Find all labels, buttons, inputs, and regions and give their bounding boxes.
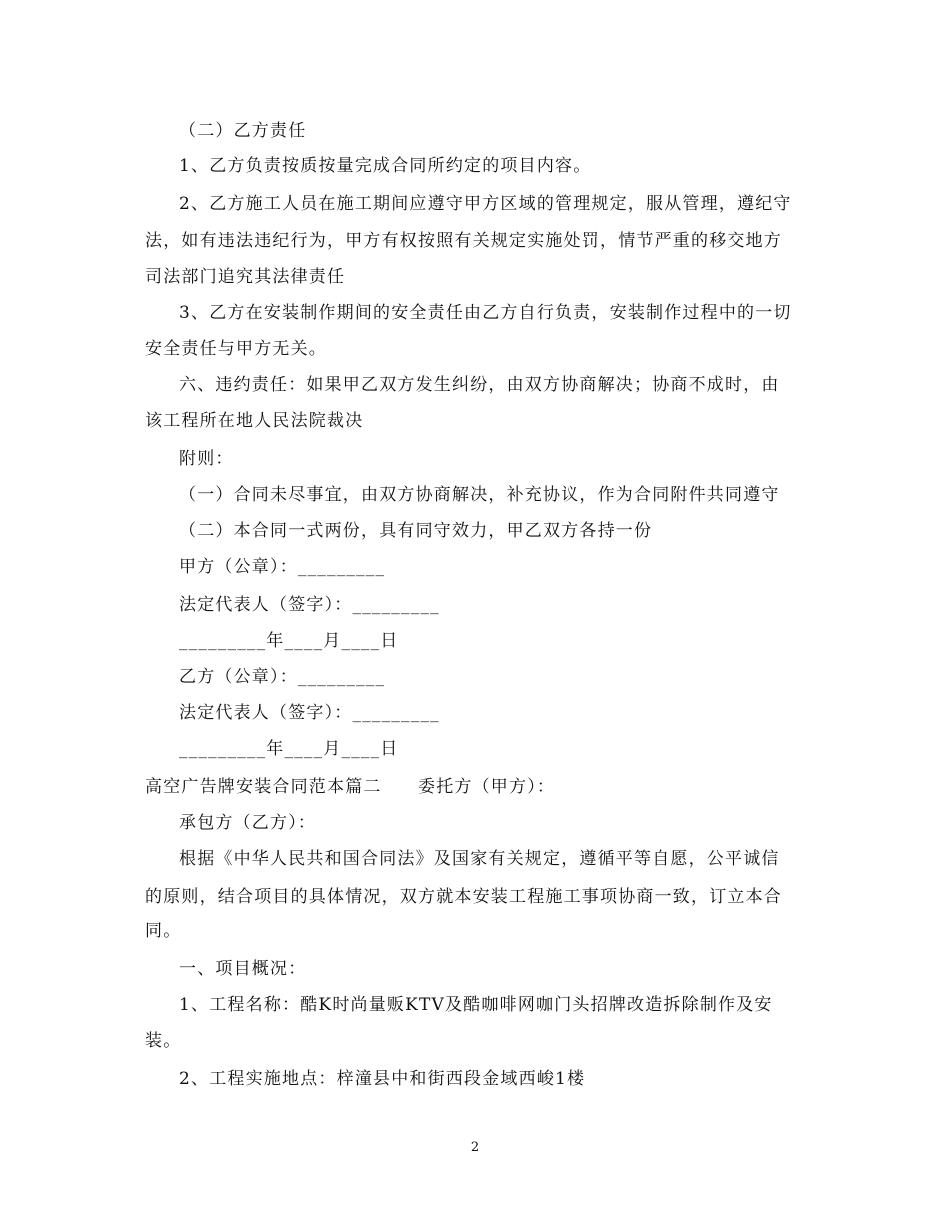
paragraph-line: 法，如有违法违纪行为，甲方有权按照有关规定实施处罚，情节严重的移交地方 <box>145 231 782 251</box>
paragraph-line: 六、违约责任：如果甲乙双方发生纠纷，由双方协商解决；协商不成时，由 <box>179 375 780 395</box>
section-heading: 一、项目概况： <box>179 959 307 979</box>
signature-line: 法定代表人（签字）：_________ <box>179 595 440 615</box>
paragraph-line: （一）合同未尽事宜，由双方协商解决，补充协议，作为合同附件共同遵守 <box>179 485 780 505</box>
signature-line: 乙方（公章）：_________ <box>179 667 386 687</box>
paragraph-line: 同。 <box>145 921 182 941</box>
paragraph-line: 装。 <box>145 1031 182 1051</box>
date-line: _________年____月____日 <box>179 739 399 759</box>
section-title: 高空广告牌安装合同范本篇二 委托方（甲方）： <box>145 777 556 797</box>
paragraph-line: 司法部门追究其法律责任 <box>145 267 346 287</box>
paragraph-line: 2、乙方施工人员在施工期间应遵守甲方区域的管理规定，服从管理，遵纪守 <box>179 194 792 214</box>
signature-line: 甲方（公章）：_________ <box>179 557 386 577</box>
paragraph-line: 承包方（乙方）： <box>179 813 317 833</box>
signature-line: 法定代表人（签字）：_________ <box>179 703 440 723</box>
paragraph-line: 3、乙方在安装制作期间的安全责任由乙方自行负责，安装制作过程中的一切 <box>179 303 792 323</box>
paragraph-line: （二）本合同一式两份，具有同守效力，甲乙双方各持一份 <box>179 521 653 541</box>
paragraph-line: 根据《中华人民共和国合同法》及国家有关规定，遵循平等自愿，公平诚信 <box>179 849 780 869</box>
section-heading: （二）乙方责任 <box>179 121 307 141</box>
date-line: _________年____月____日 <box>179 631 399 651</box>
paragraph-line: 安全责任与甲方无关。 <box>145 339 327 359</box>
paragraph-line: 的原则，结合项目的具体情况，双方就本安装工程施工事项协商一致，订立本合 <box>145 887 782 907</box>
paragraph-line: 2、工程实施地点：梓潼县中和街西段金域西峻1楼 <box>179 1069 586 1089</box>
paragraph-line: 该工程所在地人民法院裁决 <box>145 411 364 431</box>
section-heading: 附则： <box>179 449 234 469</box>
page-number: 2 <box>470 1140 480 1155</box>
paragraph-line: 1、乙方负责按质按量完成合同所约定的项目内容。 <box>179 156 592 176</box>
paragraph-line: 1、工程名称：酷K时尚量贩KTV及酷咖啡网咖门头招牌改造拆除制作及安 <box>179 995 773 1015</box>
